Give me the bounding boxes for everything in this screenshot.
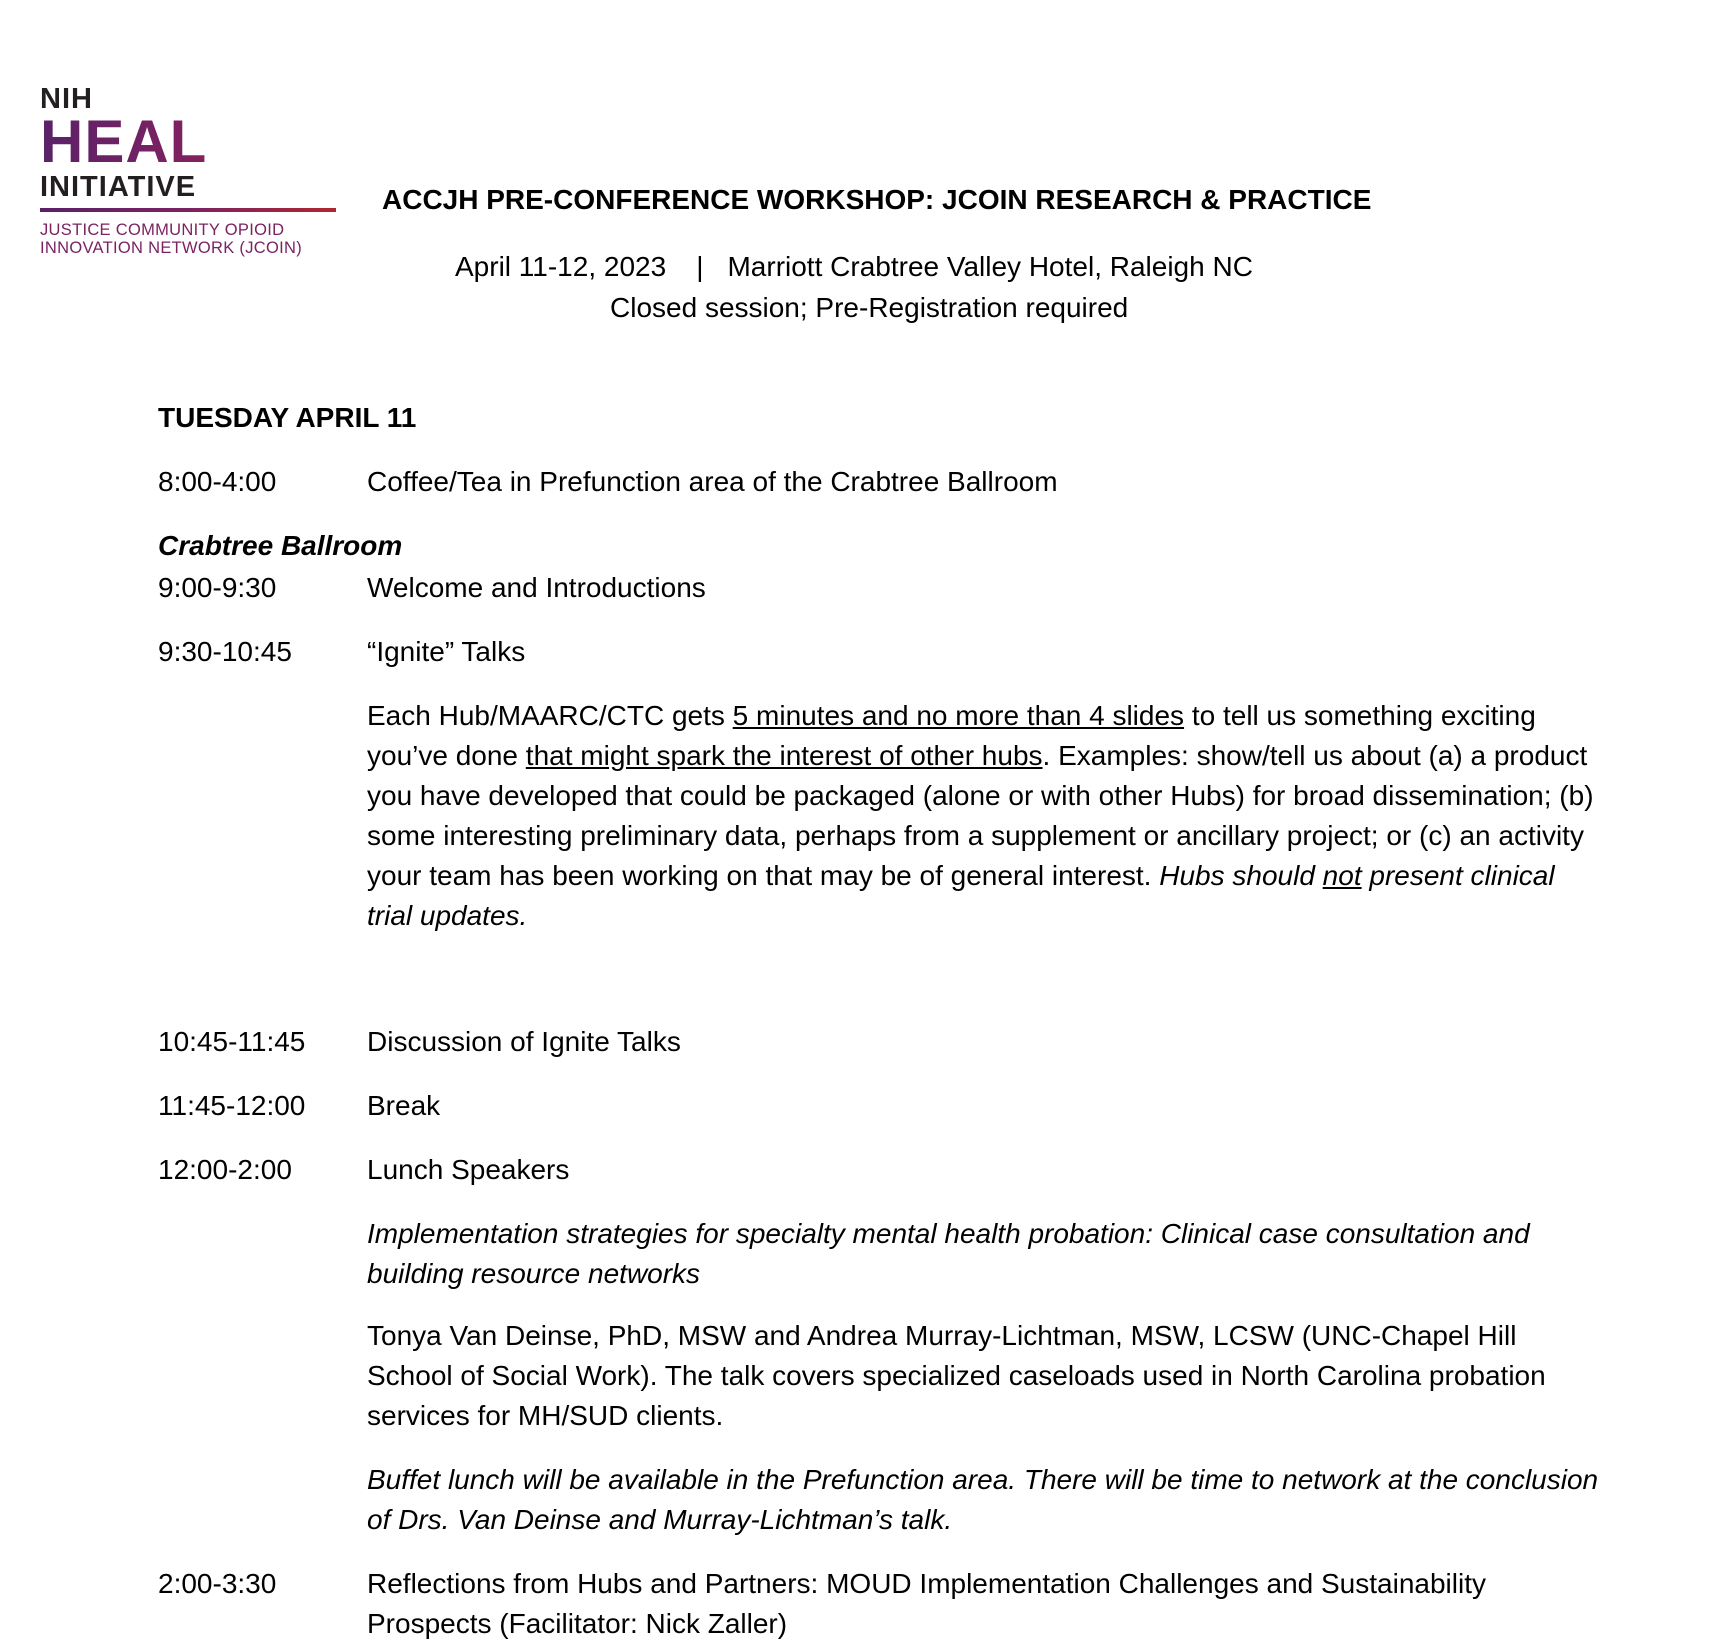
dateline-separator: | — [696, 251, 704, 282]
agenda-time: 12:00-2:00 — [158, 1154, 292, 1185]
logo-subtitle-line1: JUSTICE COMMUNITY OPIOID — [40, 221, 285, 239]
desc-italic-underlined: not — [1322, 860, 1362, 891]
desc-underlined: that might spark the interest of other hubs — [525, 740, 1043, 771]
agenda-time: 10:45-11:45 — [158, 1026, 306, 1057]
logo-initiative: INITIATIVE — [40, 171, 197, 203]
agenda-title: Lunch Speakers — [367, 1154, 570, 1185]
event-venue: Marriott Crabtree Valley Hotel, Raleigh NC — [727, 251, 1253, 282]
agenda-item-coffee — [158, 462, 1598, 502]
agenda-title: Coffee/Tea in Prefunction area of the Crabtree Ballroom — [367, 466, 1058, 497]
agenda-item-ignite — [158, 632, 1598, 672]
ignite-description — [367, 696, 1599, 936]
agenda-time: 2:00-3:30 — [158, 1568, 277, 1599]
agenda-item-discussion — [158, 1022, 1598, 1062]
agenda-title: Reflections from Hubs and Partners: MOUD Implementation Challenges and Sustainability Prospects (Facilitator: Nick Zaller) — [367, 1568, 1486, 1639]
agenda-title: “Ignite” Talks — [367, 636, 526, 667]
agenda-time: 9:00-9:30 — [158, 572, 277, 603]
agenda-item-break — [158, 1086, 1598, 1126]
logo-nih: NIH — [40, 83, 93, 115]
room-heading: Crabtree Ballroom — [158, 530, 403, 561]
event-date: April 11-12, 2023 — [455, 251, 667, 282]
agenda-time: 9:30-10:45 — [158, 636, 292, 667]
desc-text: Each Hub/MAARC/CTC gets — [367, 700, 733, 731]
agenda-title: Discussion of Ignite Talks — [367, 1026, 681, 1057]
agenda-title: Break — [367, 1090, 441, 1121]
agenda-item-welcome — [158, 568, 1598, 608]
lunch-buffet-note: Buffet lunch will be available in the Prefunction area. There will be time to network at the conclusion of Drs. Van Deinse and Murray-Lichtman’s talk. — [367, 1464, 1599, 1535]
registration-note: Closed session; Pre-Registration required — [610, 292, 1129, 323]
desc-text: . Examples: show/tell us about (a) a product you have developed that could be packaged (alone or with other Hubs) for broad dissemination; (b) some interesting preliminary data, perhaps from a supplement or ancillary project; or (c) an activity your team has been working on that may be of general interest. — [367, 740, 1594, 891]
agenda — [158, 398, 1598, 1644]
agenda-item-lunch — [158, 1150, 1598, 1190]
lunch-speakers: Tonya Van Deinse, PhD, MSW and Andrea Murray-Lichtman, MSW, LCSW (UNC-Chapel Hill School of Social Work). The talk covers specialized caseloads used in North Carolina probation services for MH/SUD clients. — [367, 1320, 1546, 1431]
desc-underlined: 5 minutes and no more than 4 slides — [732, 700, 1185, 731]
logo-subtitle — [40, 221, 340, 257]
agenda-time: 11:45-12:00 — [158, 1090, 306, 1121]
nih-heal-logo — [40, 82, 340, 257]
desc-text: to tell us something exciting you’ve done — [367, 700, 1536, 771]
day-heading: TUESDAY APRIL 11 — [158, 402, 417, 433]
desc-italic: present clinical trial updates. — [367, 860, 1555, 931]
event-dateline — [455, 251, 1253, 283]
page-title: ACCJH PRE-CONFERENCE WORKSHOP: JCOIN RESEARCH & PRACTICE — [382, 184, 1372, 215]
agenda-item-reflections — [158, 1564, 1598, 1644]
logo-rule — [40, 208, 336, 212]
lunch-talk-title: Implementation strategies for specialty mental health probation: Clinical case consultation and building resource networks — [367, 1218, 1530, 1289]
logo-subtitle-line2: INNOVATION NETWORK (JCOIN) — [40, 239, 303, 257]
logo-heal: HEAL — [40, 116, 340, 168]
agenda-title: Welcome and Introductions — [367, 572, 706, 603]
agenda-time: 8:00-4:00 — [158, 466, 277, 497]
desc-italic: Hubs should — [1159, 860, 1323, 891]
